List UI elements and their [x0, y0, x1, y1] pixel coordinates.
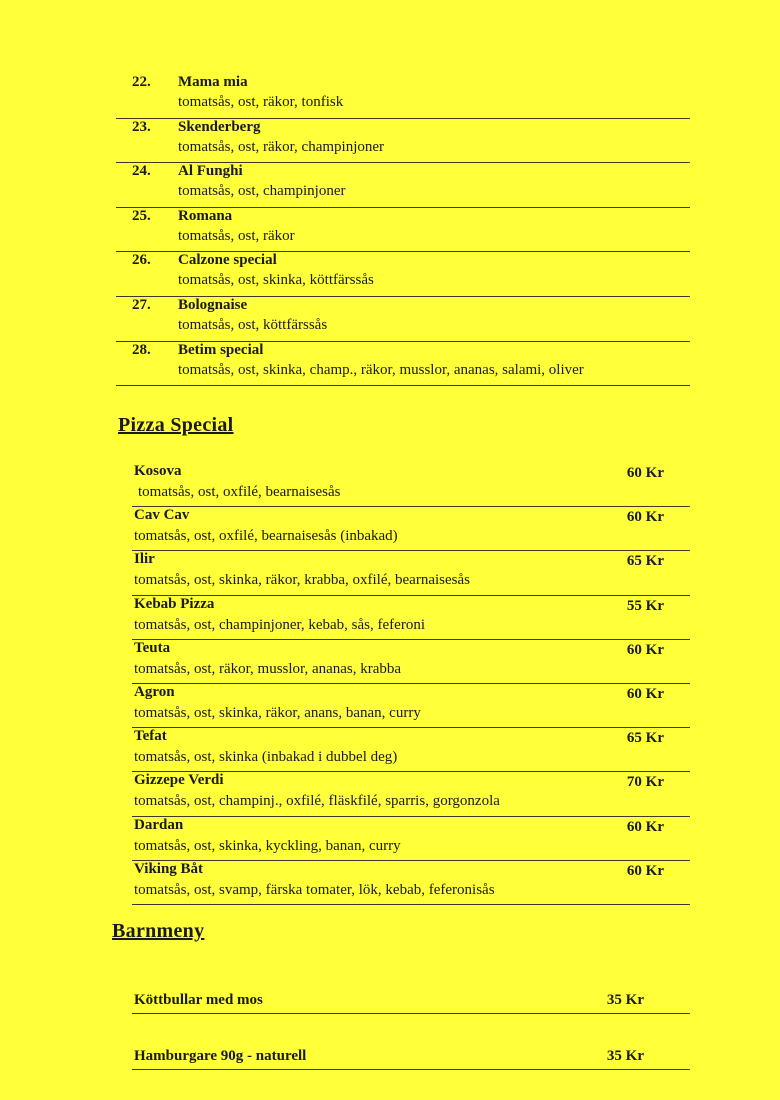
- item-price: 65 Kr: [626, 730, 664, 747]
- item-ingredients: tomatsås, ost, skinka, kyckling, banan, curry: [134, 837, 401, 854]
- item-number: 22.: [132, 74, 151, 90]
- special-item-dardan: [132, 817, 690, 861]
- item-ingredients: tomatsås, ost, champinjoner: [178, 183, 346, 200]
- item-ingredients: tomatsås, ost, skinka, köttfärssås: [178, 272, 374, 289]
- item-ingredients: tomatsås, ost, skinka, räkor, anans, banan, curry: [134, 704, 421, 721]
- item-price: 60 Kr: [626, 465, 664, 481]
- item-ingredients: tomatsås, ost, räkor, champinjoner: [178, 138, 385, 155]
- item-ingredients: tomatsås, ost, champinjoner, kebab, sås, feferoni: [134, 616, 425, 633]
- special-item-teuta: [132, 640, 690, 684]
- menu-item-24: [116, 163, 690, 208]
- item-price: 35 Kr: [606, 992, 644, 1008]
- item-price: 60 Kr: [626, 509, 664, 526]
- item-name: Calzone special: [178, 252, 277, 269]
- menu-item-25: [116, 208, 690, 253]
- item-name: Dardan: [134, 816, 184, 833]
- special-item-tefat: [132, 728, 690, 772]
- item-price: 35 Kr: [606, 1048, 644, 1064]
- barnmeny-list: [132, 988, 690, 1100]
- item-ingredients: tomatsås, ost, skinka (inbakad i dubbel deg): [134, 749, 398, 766]
- item-ingredients: tomatsås, ost, champinj., oxfilé, fläskfilé, sparris, gorgonzola: [134, 793, 500, 810]
- special-item-viking-bat: [132, 861, 690, 905]
- special-item-agron: [132, 684, 690, 728]
- pizza-special-heading: Pizza Special: [118, 414, 234, 436]
- item-price: 70 Kr: [626, 774, 664, 791]
- item-number: 25.: [132, 207, 151, 224]
- special-item-kebab-pizza: [132, 596, 690, 640]
- item-name: Agron: [134, 683, 175, 700]
- item-ingredients: tomatsås, ost, räkor, musslor, ananas, krabba: [134, 660, 402, 677]
- item-name: Gizzepe Verdi: [134, 772, 224, 789]
- kids-item-kottbullar: [132, 988, 690, 1014]
- item-name: Teuta: [134, 639, 171, 656]
- pizza-special-list: [132, 463, 690, 905]
- special-item-ilir: [132, 551, 690, 595]
- special-item-kosova: [132, 463, 690, 507]
- special-item-gizzepe-verdi: [132, 772, 690, 816]
- item-number: 23.: [132, 118, 151, 135]
- item-number: 26.: [132, 252, 151, 269]
- item-name: Bolognaise: [178, 296, 248, 313]
- kids-item-hamburgare: [132, 1044, 690, 1070]
- special-item-cav-cav: [132, 507, 690, 551]
- item-name: Betim special: [178, 341, 264, 358]
- item-name: Cav Cav: [134, 507, 190, 524]
- item-price: 60 Kr: [626, 641, 664, 658]
- item-name: Hamburgare 90g - naturell: [134, 1048, 307, 1064]
- item-name: Viking Båt: [134, 860, 204, 877]
- item-ingredients: tomatsås, ost, svamp, färska tomater, lök, kebab, feferonisås: [134, 881, 495, 898]
- menu-item-22: [116, 74, 690, 119]
- item-price: 55 Kr: [626, 597, 664, 614]
- menu-item-26: [116, 252, 690, 297]
- item-ingredients: tomatsås, ost, räkor, tonfisk: [178, 94, 344, 110]
- item-number: 24.: [132, 163, 151, 180]
- menu-item-23: [116, 119, 690, 164]
- item-name: Tefat: [134, 728, 167, 745]
- item-price: 60 Kr: [626, 862, 664, 879]
- item-ingredients: tomatsås, ost, skinka, champ., räkor, musslor, ananas, salami, oliver: [178, 361, 584, 378]
- item-ingredients: tomatsås, ost, oxfilé, bearnaisesås (inbakad): [134, 528, 398, 545]
- item-number: 27.: [132, 296, 151, 313]
- item-price: 65 Kr: [626, 553, 664, 570]
- item-ingredients: tomatsås, ost, oxfilé, bearnaisesås: [138, 484, 341, 500]
- menu-item-28: [116, 342, 690, 387]
- item-ingredients: tomatsås, ost, skinka, räkor, krabba, oxfilé, bearnaisesås: [134, 572, 470, 589]
- item-name: Köttbullar med mos: [134, 992, 263, 1008]
- item-number: 28.: [132, 341, 151, 358]
- item-name: Skenderberg: [178, 118, 261, 135]
- item-name: Al Funghi: [178, 163, 243, 180]
- item-name: Mama mia: [178, 74, 248, 90]
- item-ingredients: tomatsås, ost, köttfärssås: [178, 316, 328, 333]
- item-name: Romana: [178, 207, 233, 224]
- item-price: 60 Kr: [626, 818, 664, 835]
- item-name: Kosova: [134, 463, 182, 479]
- item-name: Kebab Pizza: [134, 595, 215, 612]
- item-name: Ilir: [134, 551, 155, 568]
- menu-item-27: [116, 297, 690, 342]
- item-price: 60 Kr: [626, 685, 664, 702]
- barnmeny-heading: Barnmeny: [112, 920, 205, 942]
- numbered-pizza-list: [116, 74, 690, 386]
- item-ingredients: tomatsås, ost, räkor: [178, 227, 295, 244]
